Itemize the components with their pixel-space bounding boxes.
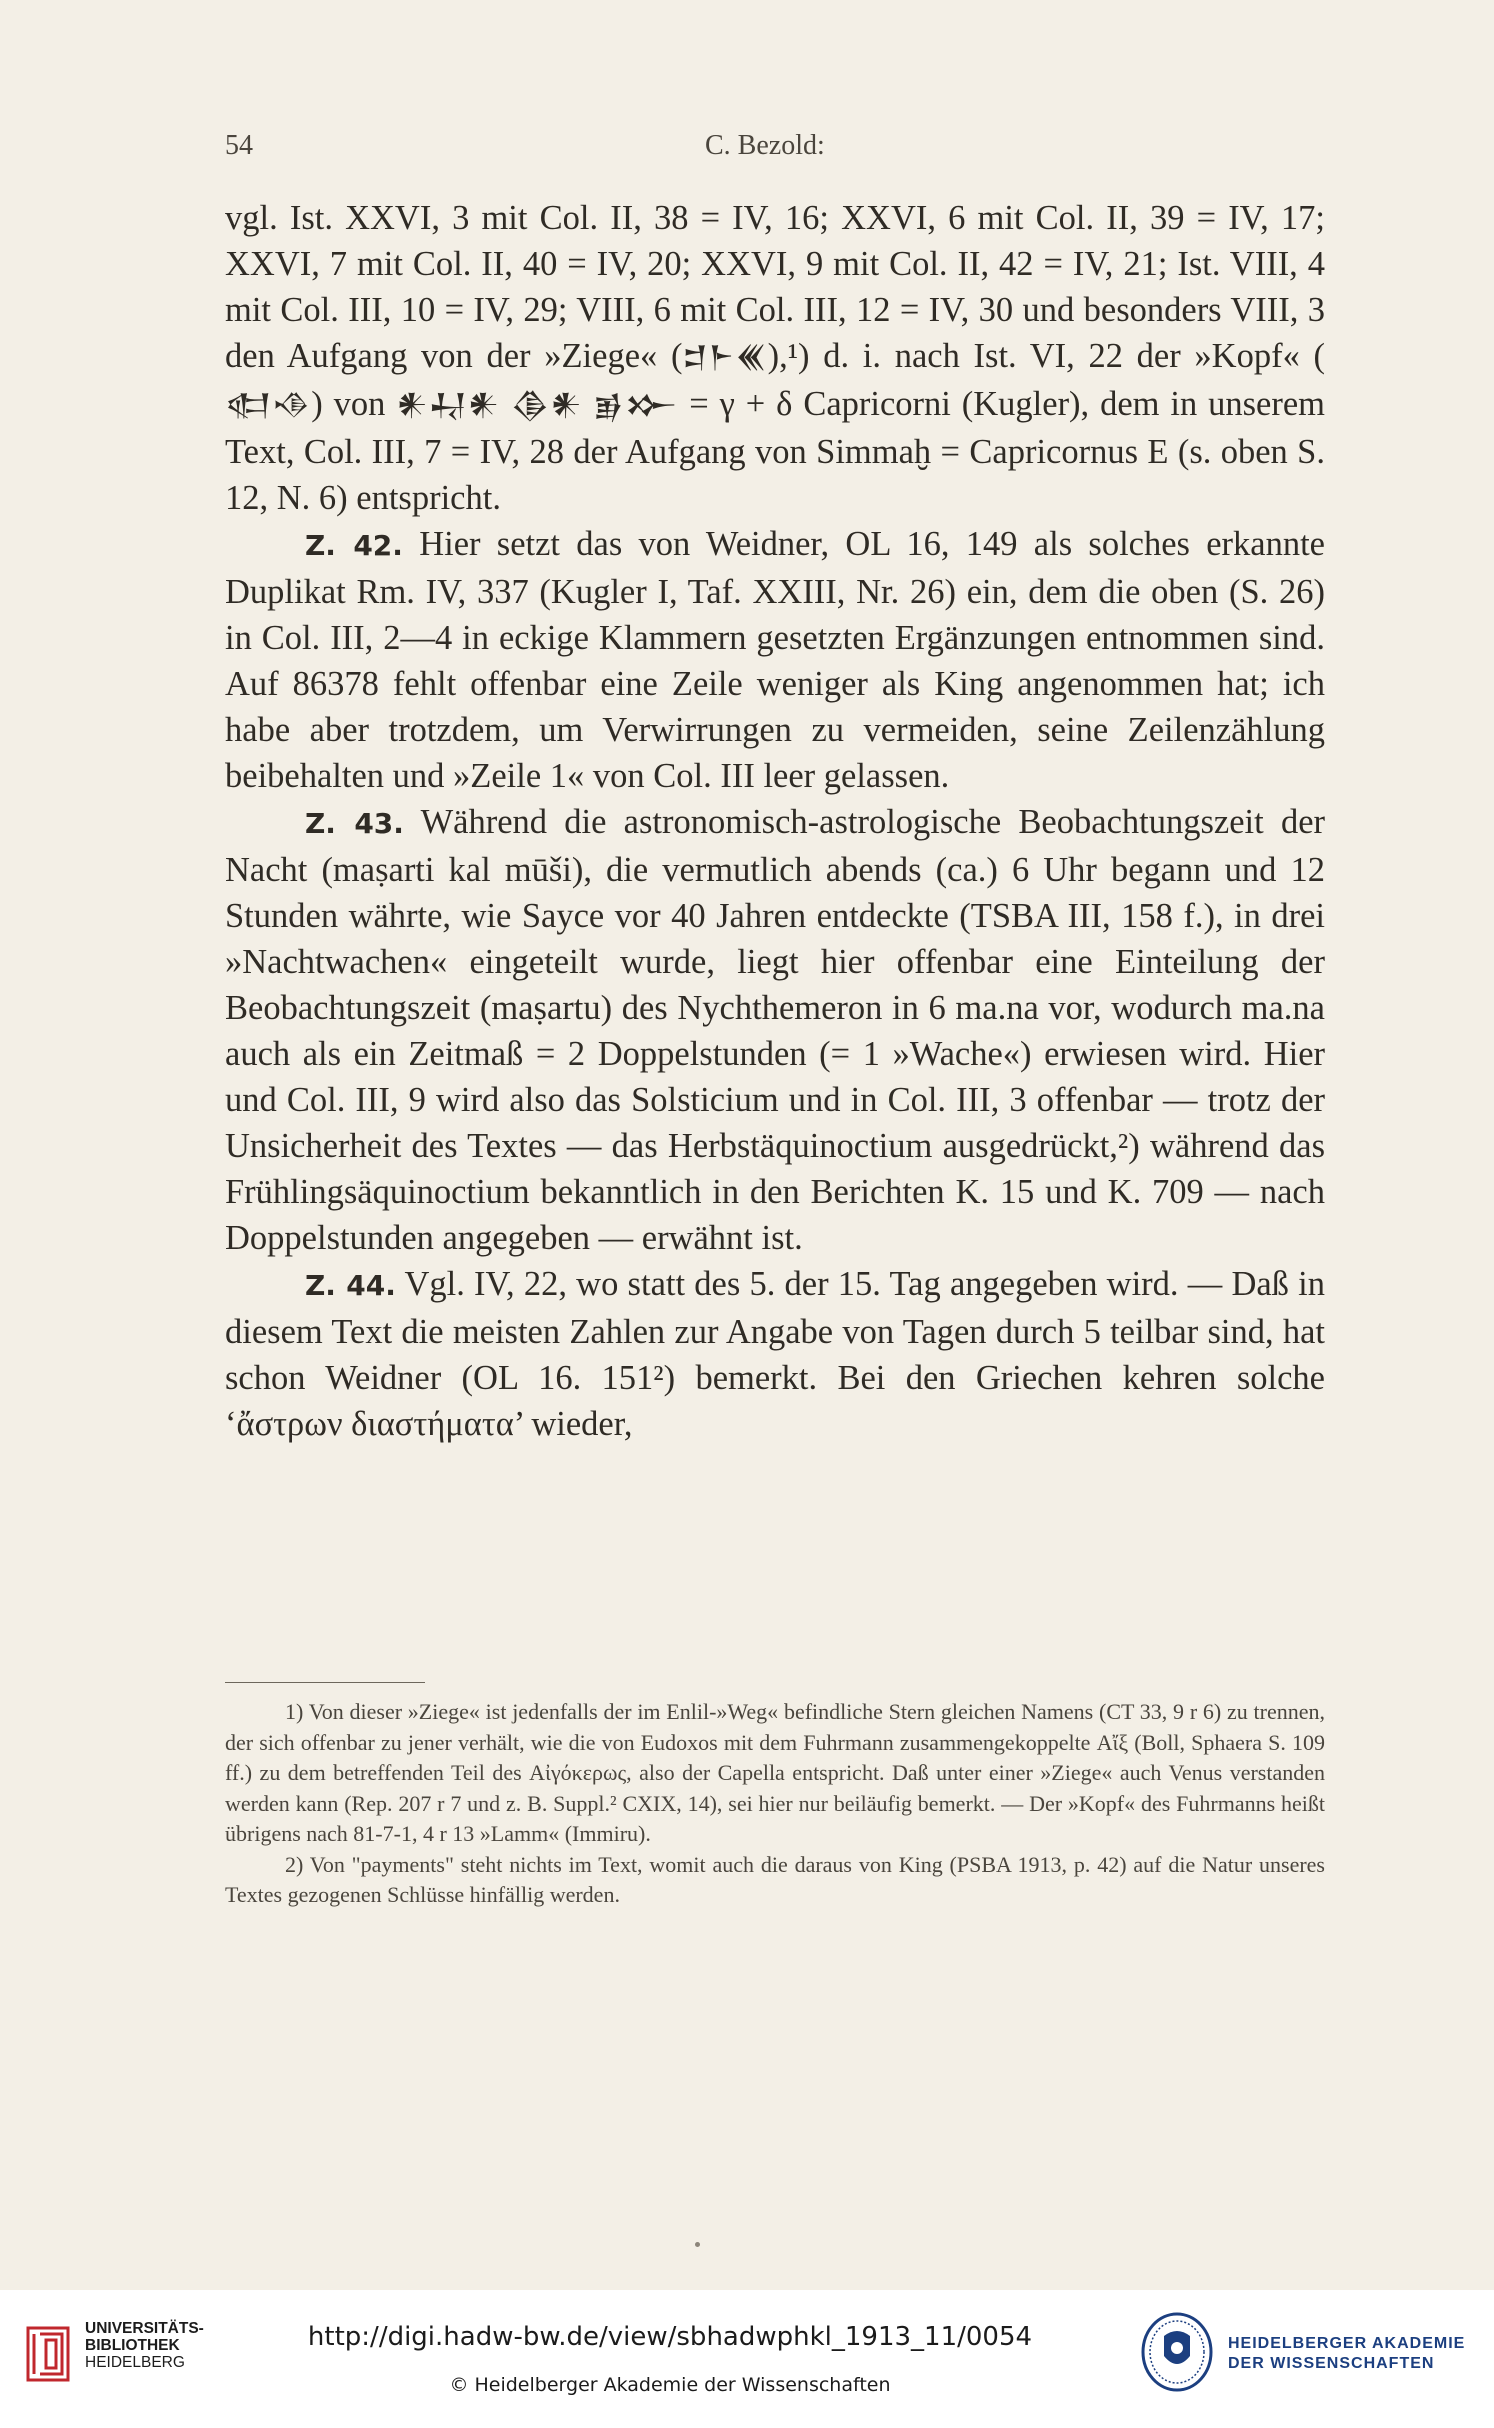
line-label-z43: Z. 43. [305, 807, 404, 840]
academy-name [1228, 2334, 1465, 2374]
footnotes [225, 1697, 1325, 1911]
academy-name-line1: HEIDELBERGER AKADEMIE [1228, 2335, 1466, 2352]
library-name-line2: BIBLIOTHEK [85, 2337, 180, 2354]
page-header [225, 130, 1324, 170]
paragraph-z42 [225, 521, 1325, 799]
cuneiform-glyph-ziege: 𒄑𒈨𒌍 [682, 340, 768, 375]
line-label-z44: Z. 44. [305, 1269, 396, 1302]
page-number: 54 [225, 130, 253, 161]
paragraph-z44 [225, 1261, 1325, 1447]
copyright-notice: © Heidelberger Akademie der Wissenschaften [449, 2374, 891, 2396]
academy-seal-icon[interactable] [1138, 2310, 1216, 2395]
footnote-divider [225, 1682, 425, 1683]
z44-text: Vgl. IV, 22, wo statt des 5. der 15. Tag angegeben wird. — Daß in diesem Text die meisten Zahlen zur Angabe von Tagen durch 5 teilbar sind, hat schon Weidner (OL 16. 151²) bemerkt. Bei den Griechen kehren solche ‘ἄστρων διαστήματα’ wieder, [225, 1265, 1325, 1443]
z43-text: Während die astronomisch-astrologische Beobachtungszeit der Nacht (maṣarti kal mūši), die vermutlich abends (ca.) 6 Uhr begann und 12 Stunden währte, wie Sayce vor 40 Jahren entdeckte (TSBA III, 158 f.), in drei »Nachtwachen« eingeteilt wurde, liegt hier offenbar eine Einteilung der Beobachtungszeit (maṣartu) des Nychthemeron in 6 ma.na vor, wodurch ma.na auch als ein Zeitmaß = 2 Doppelstunden (= 1 »Wache«) erwiesen wird. Hier und Col. III, 9 wird also das Solsticium und in Col. III, 3 offenbar — trotz der Unsicherheit des Textes — das Herbstäquinoctium ausgedrückt,²) während das Frühlingsäquinoctium bekanntlich in den Berichten K. 15 und K. 709 — nach Doppelstunden angegeben — erwähnt ist. [225, 803, 1325, 1257]
intro-text-a: vgl. Ist. XXVI, 3 mit Col. II, 38 = IV, 16; XXVI, 6 mit Col. II, 39 = IV, 17; XXVI, 7 mit Col. II, 40 = IV, 20; XXVI, 9 mit Col. II, 42 = IV, 21; Ist. VIII, 4 mit Col. III, 10 = IV, 29; VIII, 6 mit Col. III, 12 = IV, 30 und besonders VIII, 3 den Aufgang von der »Ziege« ( [225, 199, 1325, 375]
intro-text-b: ),¹) d. i. nach Ist. VI, 22 der »Kopf« ( [767, 337, 1326, 375]
footnote-1: 1) Von dieser »Ziege« ist jedenfalls der im Enlil-»Weg« befindliche Stern gleichen Namens (CT 33, 9 r 6) zu trennen, der sich offenbar zu jener verhält, wie die von Eudoxos mit dem Fuhrmann zusammengekoppelte Αἴξ (Boll, Sphaera S. 109 ff.) zu dem betreffenden Teil des Αἰγόκερως, also der Capella entspricht. Daß unter einer »Ziege« auch Venus verstanden werden kann (Rep. 207 r 7 und z. B. Suppl.² CXIX, 14), sei hier nur beiläufig bemerkt. — Der »Kopf« des Fuhrmanns heißt übrigens nach 81-7-1, 4 r 13 »Lamm« (Immiru). [225, 1699, 1325, 1846]
running-title: C. Bezold: [705, 130, 825, 161]
page-speck [695, 2242, 700, 2247]
viewer-footer [0, 2290, 1494, 2428]
paragraph-z43 [225, 799, 1325, 1261]
library-logo-icon[interactable] [18, 2320, 80, 2388]
academy-name-line2: DER WISSENSCHAFTEN [1228, 2355, 1435, 2372]
permalink-url[interactable]: http://digi.hadw-bw.de/view/sbhadwphkl_1913_11/0054 [307, 2322, 1033, 2352]
paragraph-intro [225, 195, 1325, 521]
main-text [225, 195, 1325, 1447]
intro-text-c: ) von [311, 385, 397, 423]
line-label-z42: Z. 42. [305, 529, 403, 562]
footnote-2: 2) Von "payments" steht nichts im Text, womit auch die daraus von King (PSBA 1913, p. 42) auf die Natur unseres Textes gezogenen Schlüsse hinfällig werden. [225, 1851, 1325, 1907]
cuneiform-glyph-kopf: 𒊕𒈾 [225, 388, 312, 423]
library-name-line1: UNIVERSITÄTS- [85, 2320, 204, 2337]
intro-text-d: = γ + δ Capricorni (Kugler), dem in unserem Text, Col. III, 7 = IV, 28 der Aufgang von Simmaḫ = Capricornus E (s. oben S. 12, N. 6) entspricht. [225, 385, 1325, 517]
library-name [85, 2320, 204, 2371]
z42-text: Hier setzt das von Weidner, OL 16, 149 als solches erkannte Duplikat Rm. IV, 337 (Kugler I, Taf. XXIII, Nr. 26) ein, dem die oben (S. 26) in Col. III, 2—4 in eckige Klammern gesetzten Ergänzungen entnommen sind. Auf 86378 fehlt offenbar eine Zeile weniger als King angenommen hat; ich habe aber trotzdem, um Verwirrungen zu vermeiden, seine Zeilenzählung beibehalten und »Zeile 1« von Col. III leer gelassen. [225, 525, 1325, 795]
cuneiform-glyph-star: 𒀭𒄷𒀭 𒆠𒀭 𒂊𒁍 [396, 388, 679, 423]
library-name-line3: HEIDELBERG [85, 2354, 185, 2371]
